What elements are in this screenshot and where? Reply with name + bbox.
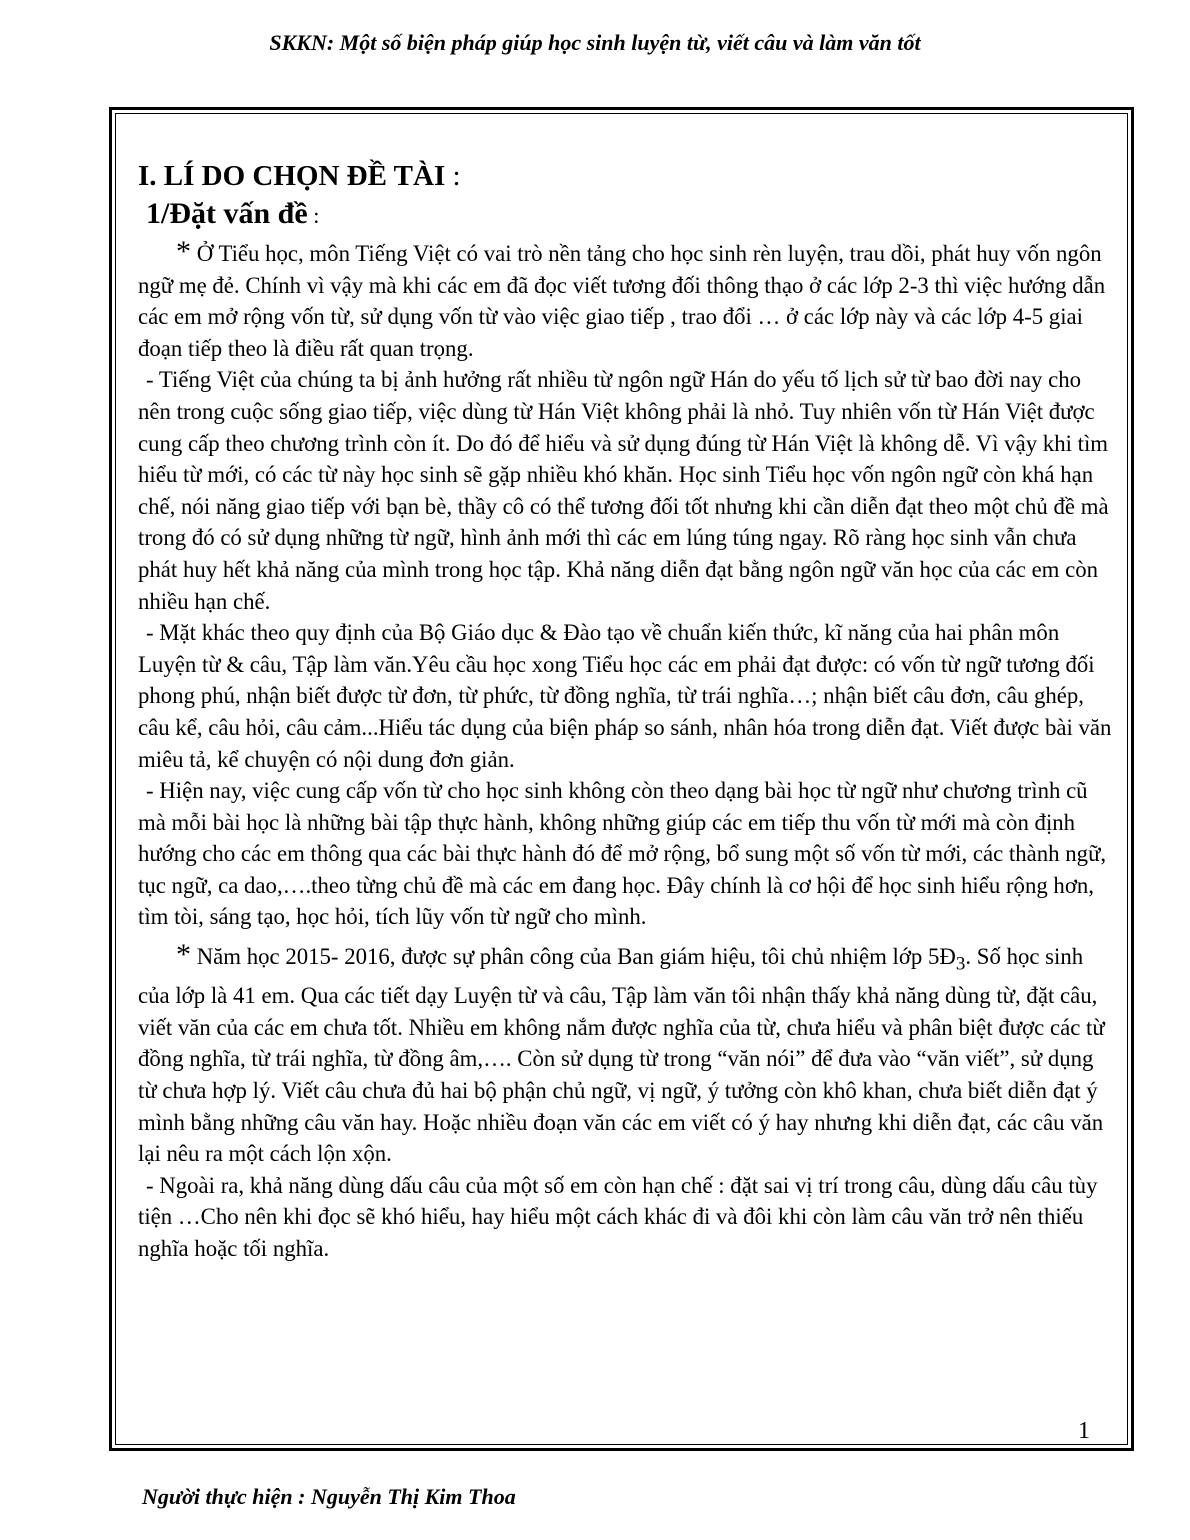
subsection-title-text: 1/Đặt vấn đề — [146, 197, 308, 230]
paragraph-1-text: Ở Tiểu học, môn Tiếng Việt có vai trò nền tảng cho học sinh rèn luyện, trau dồi, phát huy vốn ngôn ngữ mẹ đẻ. Chính vì vậy mà khi các em đã đọc viết tương đối thông thạo ở các lớp 2-3 thì việc hướng dẫn các em mở rộng vốn từ, sử dụng vốn từ vào việc giao tiếp , trao đổi … ở các lớp này và các lớp 4-5 giai đoạn tiếp theo là điều rất quan trọng. — [138, 241, 1106, 361]
paragraph-2: - Tiếng Việt của chúng ta bị ảnh hưởng rất nhiều từ ngôn ngữ Hán do yếu tố lịch sử từ bao đời nay cho nên trong cuộc sống giao tiếp, việc dùng từ Hán Việt không phải là nhỏ. Tuy nhiên vốn từ Hán Việt được cung cấp theo chương trình còn ít. Do đó để hiểu và sử dụng đúng từ Hán Việt là không dễ. Vì vậy khi tìm hiểu từ mới, có các từ này học sinh sẽ gặp nhiều khó khăn. Học sinh Tiểu học vốn ngôn ngữ còn khá hạn chế, nói năng giao tiếp với bạn bè, thầy cô có thể tương đối tốt nhưng khi cần diễn đạt theo một chủ đề mà trong đó có sử dụng những từ ngữ, hình ảnh mới thì các em lúng túng ngay. Rõ ràng học sinh vẫn chưa phát huy hết khả năng của mình trong học tập. Khả năng diễn đạt bằng ngôn ngữ văn học của các em còn nhiều hạn chế. — [138, 367, 1109, 614]
class-subscript: 3 — [955, 953, 966, 975]
paragraph-5-text-b: . Số học sinh của lớp là 41 em. Qua các tiết dạy Luyện từ và câu, Tập làm văn tôi nhận thấy khả năng dùng từ, đặt câu, viết văn của các em chưa tốt. Nhiều em không nắm được nghĩa của từ, chưa hiểu và phân biệt được các từ đồng nghĩa, từ trái nghĩa, từ đồng âm,…. Còn sử dụng từ trong “văn nói” để đưa vào “văn viết”, sử dụng từ chưa hợp lý. Viết câu chưa đủ hai bộ phận chủ ngữ, vị ngữ, ý tưởng còn khô khan, chưa biết diễn đạt ý mình bằng những câu văn hay. Hoặc nhiều đoạn văn các em viết có ý hay nhưng khi diễn đạt, các câu văn lại nêu ra một cách lộn xộn. — [138, 944, 1105, 1167]
section-title-colon: : — [445, 160, 461, 192]
section-title — [138, 158, 1113, 194]
page-footer: Người thực hiện : Nguyễn Thị Kim Thoa — [142, 1484, 516, 1509]
paragraph-1 — [138, 236, 1113, 364]
section-title-text: I. LÍ DO CHỌN ĐỀ TÀI — [138, 160, 446, 192]
subsection-title-colon: : — [307, 203, 320, 228]
paragraph-5 — [138, 939, 1113, 1170]
subsection-title — [146, 194, 1113, 236]
paragraph-4: - Hiện nay, việc cung cấp vốn từ cho học sinh không còn theo dạng bài học từ ngữ như chương trình cũ mà mỗi bài học là những bài tập thực hành, không những giúp các em tiếp thu vốn từ mới mà còn định hướng cho các em thông qua các bài thực hành đó để mở rộng, bổ sung một số vốn từ mới, các thành ngữ, tục ngữ, ca dao,….theo từng chủ đề mà các em đang học. Đây chính là cơ hội để học sinh hiểu rộng hơn, tìm tòi, sáng tạo, học hỏi, tích lũy vốn từ ngữ cho mình. — [138, 778, 1107, 930]
document-body — [138, 158, 1113, 1265]
asterisk-marker: * — [176, 235, 191, 268]
page-number: 1 — [1078, 1418, 1090, 1444]
paragraph-5-text-a: Năm học 2015- 2016, được sự phân công của Ban giám hiệu, tôi chủ nhiệm lớp 5Đ — [191, 944, 956, 970]
page-header: SKKN: Một số biện pháp giúp học sinh luyện từ, viết câu và làm văn tốt — [269, 30, 921, 55]
paragraph-3: - Mặt khác theo quy định của Bộ Giáo dục & Đào tạo về chuẩn kiến thức, kĩ năng của hai phân môn Luyện từ & câu, Tập làm văn.Yêu cầu học xong Tiểu học các em phải đạt được: có vốn từ ngữ tương đối phong phú, nhận biết được từ đơn, từ phức, từ đồng nghĩa, từ trái nghĩa…; nhận biết câu đơn, câu ghép, câu kể, câu hỏi, câu cảm...Hiểu tác dụng của biện pháp so sánh, nhân hóa trong diễn đạt. Viết được bài văn miêu tả, kể chuyện có nội dung đơn giản. — [138, 620, 1112, 772]
paragraph-6: - Ngoài ra, khả năng dùng dấu câu của một số em còn hạn chế : đặt sai vị trí trong câu, dùng dấu câu tùy tiện …Cho nên khi đọc sẽ khó hiểu, hay hiểu một cách khác đi và đôi khi còn làm câu văn trở nên thiếu nghĩa hoặc tối nghĩa. — [138, 1172, 1098, 1261]
asterisk-marker: * — [176, 938, 191, 972]
